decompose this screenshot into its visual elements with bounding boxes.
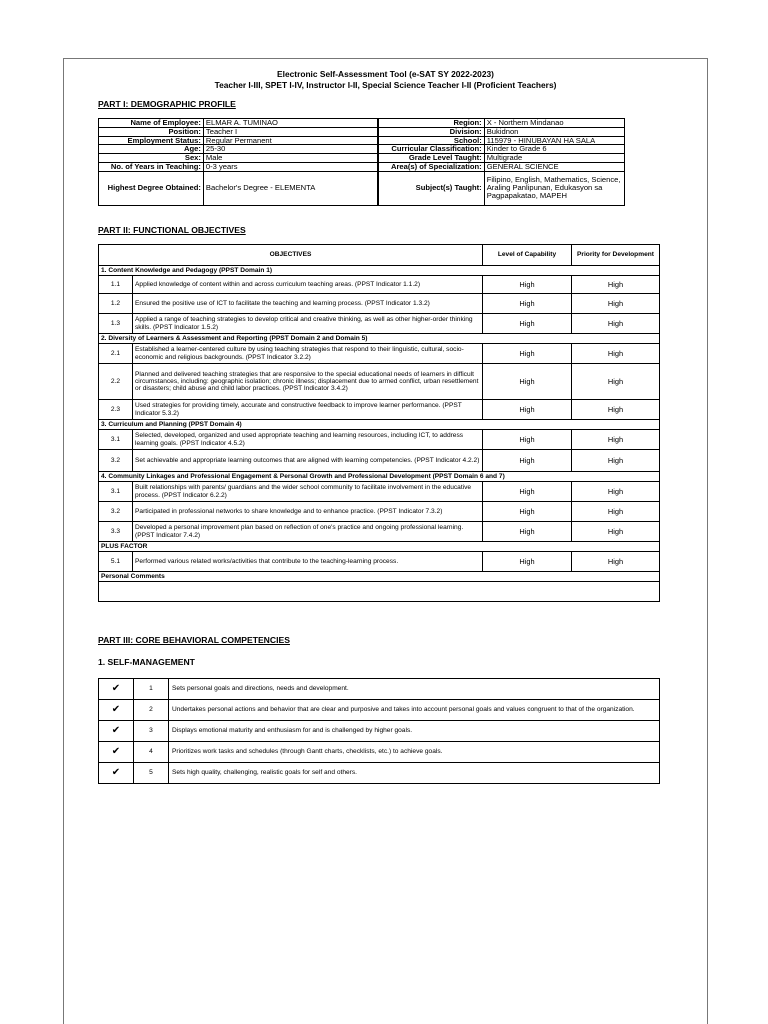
objectives-body [99,266,660,602]
check-icon[interactable]: ✔ [99,679,134,700]
priority-for-development: High [572,400,660,420]
domain-header-row [99,420,660,430]
demographic-left-table [98,118,378,206]
priority-for-development: High [572,482,660,502]
level-of-capability: High [483,502,572,522]
objective-number: 3.2 [99,502,133,522]
demo-row [99,145,378,154]
behavioral-table [98,678,660,784]
objective-text: Performed various related works/activities that contribute to the teaching-learning process. [133,552,483,572]
part2-title: PART II: FUNCTIONAL OBJECTIVES [98,225,246,235]
demo-value: GENERAL SCIENCE [484,162,624,171]
level-of-capability: High [483,400,572,420]
check-icon[interactable]: ✔ [99,700,134,721]
domain-header-row [99,472,660,482]
self-management-title: 1. SELF-MANAGEMENT [98,657,195,667]
check-icon[interactable]: ✔ [99,721,134,742]
domain-header-row [99,542,660,552]
domain-header: 2. Diversity of Learners & Assessment and Reporting (PPST Domain 2 and Domain 5) [99,334,660,344]
demo-row [99,162,378,171]
competency-number: 1 [134,679,169,700]
priority-for-development: High [572,314,660,334]
demo-row [99,119,378,128]
demo-row [379,127,625,136]
competency-row [99,742,660,763]
objective-row [99,502,660,522]
objective-text: Developed a personal improvement plan based on reflection of one's practice and ongoing professional learning. (PPST Indicator 7.4.2) [133,522,483,542]
level-of-capability: High [483,482,572,502]
demo-label: No. of Years in Teaching: [99,162,204,171]
demo-label: Division: [379,127,485,136]
competency-text: Prioritizes work tasks and schedules (through Gantt charts, checklists, etc.) to achieve goals. [169,742,660,763]
competency-text: Undertakes personal actions and behavior that are clear and purposive and takes into account personal goals and values congruent to that of the organization. [169,700,660,721]
objective-text: Participated in professional networks to share knowledge and to enhance practice. (PPST Indicator 7.3.2) [133,502,483,522]
objective-number: 3.1 [99,482,133,502]
priority-for-development: High [572,276,660,294]
objective-number: 3.1 [99,430,133,450]
competency-text: Sets personal goals and directions, needs and development. [169,679,660,700]
objective-number: 1.1 [99,276,133,294]
level-of-capability: High [483,294,572,314]
form-title: Electronic Self-Assessment Tool (e-SAT SY 2022-2023) [277,69,494,79]
demo-row [99,127,378,136]
demo-row [99,136,378,145]
objective-row [99,400,660,420]
part3-title: PART III: CORE BEHAVIORAL COMPETENCIES [98,635,290,645]
objective-row [99,294,660,314]
demo-label: Area(s) of Specialization: [379,162,485,171]
personal-comments-label: Personal Comments [99,572,660,582]
priority-for-development: High [572,364,660,400]
demo-label: Age: [99,145,204,154]
priority-for-development: High [572,522,660,542]
demo-label: School: [379,136,485,145]
demo-value: Multigrade [484,154,624,163]
level-of-capability: High [483,552,572,572]
domain-header: 4. Community Linkages and Professional Engagement & Personal Growth and Professional Development (PPST Domain 6 and 7) [99,472,660,482]
objective-text: Set achievable and appropriate learning outcomes that are aligned with learning competencies. (PPST Indicator 4.2.2) [133,450,483,472]
priority-for-development: High [572,552,660,572]
competency-row [99,679,660,700]
demographic-right-table [378,118,625,206]
demo-label: Curricular Classification: [379,145,485,154]
check-icon[interactable]: ✔ [99,742,134,763]
demo-label: Sex: [99,154,204,163]
demo-value: X - Northern Mindanao [484,119,624,128]
objective-row [99,364,660,400]
col-objectives: OBJECTIVES [99,245,483,266]
demo-label: Name of Employee: [99,119,204,128]
objectives-table [98,244,660,602]
objective-number: 5.1 [99,552,133,572]
objective-row [99,482,660,502]
objective-number: 1.2 [99,294,133,314]
demo-value: Teacher I [203,127,377,136]
priority-for-development: High [572,344,660,364]
objective-row [99,522,660,542]
domain-header-row [99,334,660,344]
priority-for-development: High [572,450,660,472]
domain-header: 3. Curriculum and Planning (PPST Domain 4) [99,420,660,430]
competency-number: 3 [134,721,169,742]
level-of-capability: High [483,276,572,294]
objective-text: Applied knowledge of content within and across curriculum teaching areas. (PPST Indicator 1.1.2) [133,276,483,294]
priority-for-development: High [572,294,660,314]
priority-for-development: High [572,502,660,522]
demo-label: Subject(s) Taught: [379,171,485,205]
objectives-header-row [99,245,660,266]
competency-row [99,763,660,784]
objective-row [99,430,660,450]
objective-number: 3.2 [99,450,133,472]
demo-row [379,119,625,128]
behavioral-body [99,679,660,784]
objective-row [99,314,660,334]
competency-number: 2 [134,700,169,721]
objective-row [99,276,660,294]
demo-value: ELMAR A. TUMINAO [203,119,377,128]
part1-title: PART I: DEMOGRAPHIC PROFILE [98,99,236,109]
personal-comments-area[interactable] [99,582,660,602]
demo-row [99,171,378,205]
demo-row [379,171,625,205]
level-of-capability: High [483,522,572,542]
demo-value: 115979 - HINUBAYAN HA SALA [484,136,624,145]
demo-value: 25-30 [203,145,377,154]
domain-header-row [99,266,660,276]
domain-header: PLUS FACTOR [99,542,660,552]
demo-label: Region: [379,119,485,128]
level-of-capability: High [483,450,572,472]
demo-value: Bukidnon [484,127,624,136]
objective-row [99,450,660,472]
level-of-capability: High [483,344,572,364]
competency-text: Sets high quality, challenging, realistic goals for self and others. [169,763,660,784]
competency-row [99,700,660,721]
objective-number: 2.1 [99,344,133,364]
personal-comments-row [99,572,660,582]
form-subtitle: Teacher I-III, SPET I-IV, Instructor I-II, Special Science Teacher I-II (Proficient Teachers) [214,80,557,90]
objective-text: Established a learner-centered culture by using teaching strategies that respond to their linguistic, cultural, socio-economic and religious backgrounds. (PPST Indicator 3.2.2) [133,344,483,364]
demo-value: Filipino, English, Mathematics, Science, Araling Panlipunan, Edukasyon sa Pagpapakatao, MAPEH [484,171,624,205]
demo-value: Male [203,154,377,163]
level-of-capability: High [483,364,572,400]
demo-value: Kinder to Grade 6 [484,145,624,154]
competency-number: 4 [134,742,169,763]
col-priority: Priority for Development [572,245,660,266]
domain-header: 1. Content Knowledge and Pedagogy (PPST Domain 1) [99,266,660,276]
demo-value: Bachelor's Degree - ELEMENTA [203,171,377,205]
objective-number: 3.3 [99,522,133,542]
objective-number: 2.3 [99,400,133,420]
demo-label: Grade Level Taught: [379,154,485,163]
objective-text: Planned and delivered teaching strategies that are responsive to the special educational needs of learners in difficult circumstances, including: geographic isolation; chronic illness; displacement due to armed conflict, urban resettlement or disasters; child abuse and child labor practices. (PPST Indicator 3.4.2) [133,364,483,400]
check-icon[interactable]: ✔ [99,763,134,784]
objective-text: Applied a range of teaching strategies to develop critical and creative thinking, as well as other higher-order thinking skills. (PPST Indicator 1.5.2) [133,314,483,334]
demo-label: Highest Degree Obtained: [99,171,204,205]
objective-text: Built relationships with parents/ guardians and the wider school community to facilitate involvement in the educative process. (PPST Indicator 6.2.2) [133,482,483,502]
objective-text: Ensured the positive use of ICT to facilitate the teaching and learning process. (PPST Indicator 1.3.2) [133,294,483,314]
form-page [63,58,708,1024]
demo-value: 0-3 years [203,162,377,171]
objective-text: Used strategies for providing timely, accurate and constructive feedback to improve learner performance. (PPST Indicator 5.3.2) [133,400,483,420]
objective-row [99,344,660,364]
objective-number: 1.3 [99,314,133,334]
objective-row [99,552,660,572]
demo-label: Position: [99,127,204,136]
objective-text: Selected, developed, organized and used appropriate teaching and learning resources, including ICT, to address learning goals. (PPST Indicator 4.5.2) [133,430,483,450]
priority-for-development: High [572,430,660,450]
competency-text: Displays emotional maturity and enthusiasm for and is challenged by higher goals. [169,721,660,742]
competency-row [99,721,660,742]
level-of-capability: High [483,430,572,450]
demo-value: Regular Permanent [203,136,377,145]
col-level: Level of Capability [483,245,572,266]
objective-number: 2.2 [99,364,133,400]
personal-comments-field[interactable] [99,582,660,602]
competency-number: 5 [134,763,169,784]
demo-row [379,162,625,171]
demo-label: Employment Status: [99,136,204,145]
level-of-capability: High [483,314,572,334]
